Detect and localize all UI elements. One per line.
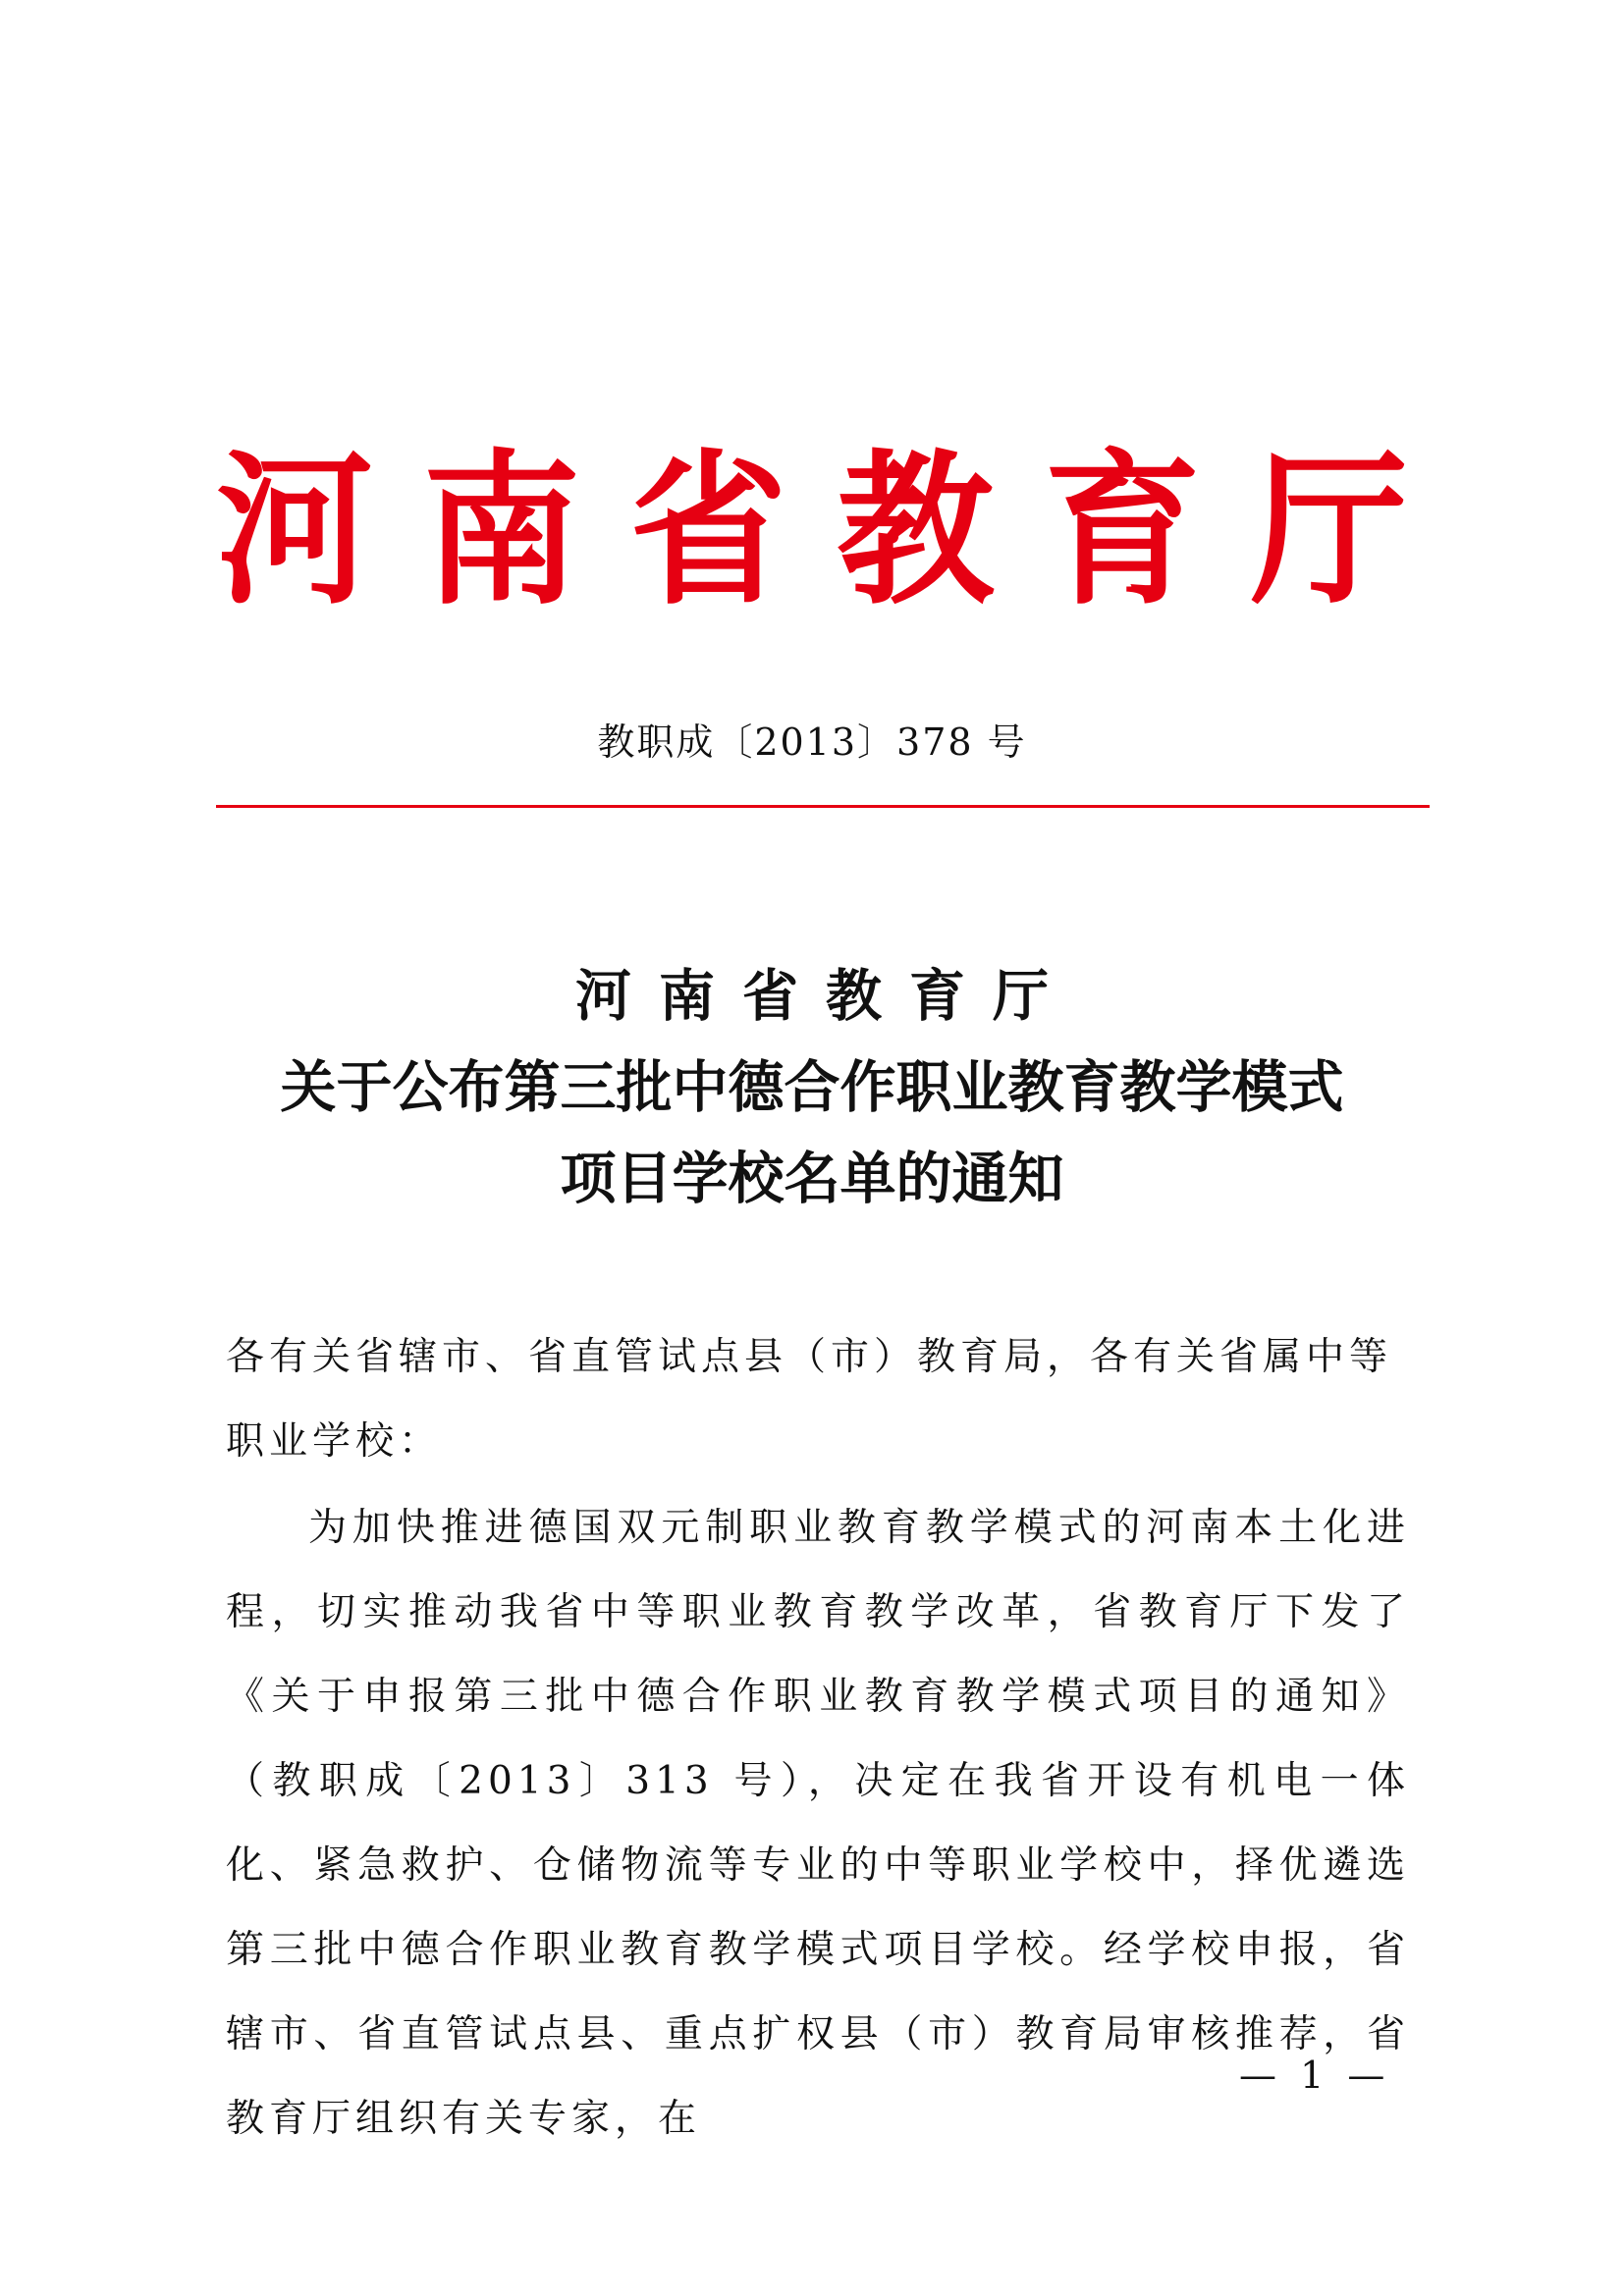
title-line-subject: 关于公布第三批中德合作职业教育教学模式 [280, 1054, 1344, 1120]
masthead-char: 河 [216, 433, 374, 627]
masthead-char: 教 [837, 433, 995, 627]
page-number: — 1 — [1239, 2054, 1391, 2097]
title-line-subject-cont: 项目学校名单的通知 [560, 1146, 1064, 1211]
addressee: 各有关省辖市、省直管试点县（市）教育局，各有关省属中等职业学校： [226, 1335, 1393, 1464]
document-number: 教职成〔2013〕378 号 [597, 721, 1027, 764]
red-divider-line [216, 805, 1430, 808]
masthead [216, 432, 1408, 628]
masthead-char: 育 [1044, 433, 1202, 627]
masthead-char: 厅 [1250, 433, 1408, 627]
title-line-issuer: 河南省教育厅 [575, 963, 1076, 1029]
document-title [177, 950, 1447, 1224]
masthead-char: 南 [422, 433, 580, 627]
masthead-char: 省 [629, 433, 787, 627]
body-paragraph: 为加快推进德国双元制职业教育教学模式的河南本土化进程，切实推动我省中等职业教育教学改革，省教育厅下发了《关于申报第三批中德合作职业教育教学模式项目的通知》（教职成〔2013〕313 号），决定在我省开设有机电一体化、紧急救护、仓储物流等专业的中等职业学校中，择优遴选第三批中德合作职业教育教学模式项目学校。经学校申报，省辖市、省直管试点县、重点扩权县（市）教育局审核推荐，省教育厅组织有关专家，在 [226, 1506, 1410, 2141]
